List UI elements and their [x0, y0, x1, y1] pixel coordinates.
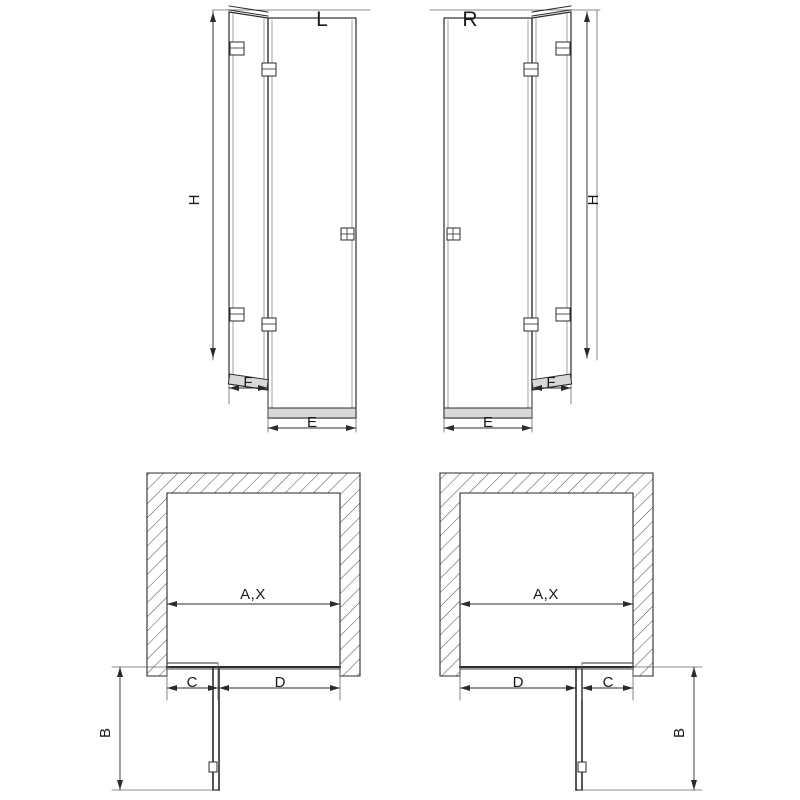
label-overall-left: A,X [240, 586, 266, 603]
label-fixed-left: F [243, 374, 253, 391]
label-door-left: E [306, 414, 318, 431]
label-fixed-plan-left: C [186, 674, 198, 691]
label-door-right: E [482, 414, 494, 431]
label-right-variant: R [462, 8, 478, 31]
label-left-variant: L [316, 8, 328, 31]
label-depth-left: B [97, 727, 114, 739]
plan-view-right [440, 473, 702, 790]
elevation-right-variant [430, 6, 600, 432]
label-height-right: H [585, 194, 602, 206]
label-height-left: H [186, 194, 203, 206]
label-door-plan-left: D [274, 674, 286, 691]
label-depth-right: B [671, 727, 688, 739]
plan-view-left [112, 473, 360, 790]
elevation-left-variant [210, 6, 370, 432]
label-door-plan-right: D [512, 674, 524, 691]
label-overall-right: A,X [533, 586, 559, 603]
label-fixed-right: F [546, 374, 556, 391]
label-fixed-plan-right: C [602, 674, 614, 691]
